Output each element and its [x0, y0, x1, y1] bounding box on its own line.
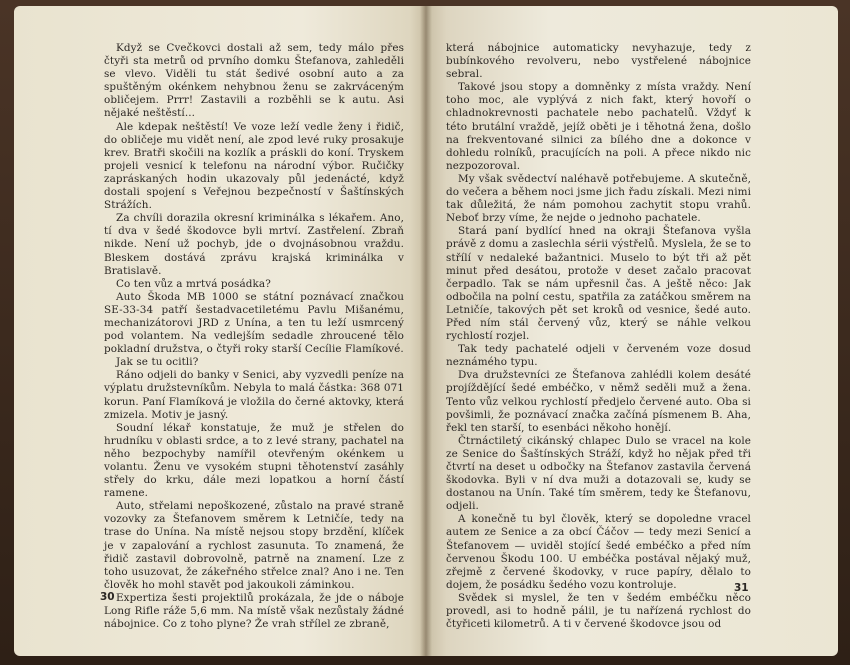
- paragraph: Co ten vůz a mrtvá posádka?: [116, 277, 271, 290]
- paragraph: Čtrnáctiletý cikánský chlapec Dulo se vracel na kole ze Senice do Šaštínských Stráží, když ho nějak před tři čtvrtí na deset u odbočky na Štefanov zastavila červená škodovka. Byli v ní dva muži a dotazovali se, kudy se dostanou na Unín. Také tím směrem, tedy ke Štefanovu, odjeli.: [446, 434, 751, 513]
- paragraph: My však svědectví naléhavě potřebujeme. A skutečně, do večera a během noci jsme jich řadu získali. Mezi nimi tak důležitá, že nám pomohou zachytit stopu vrahů. Neboť brzy víme, že nejde o jednoho pachatele.: [446, 172, 751, 225]
- paragraph-continuation: která nábojnice automaticky nevyhazuje, tedy z bubínkového revolveru, nebo vystřelené nábojnice sebral.: [446, 42, 751, 81]
- paragraph: Ale kdepak neštěstí! Ve voze leží vedle ženy i řidič, do obličeje mu vidět není, ale zpod levé ruky prosakuje krev. Bratři skočili na kozlík a práskli do koní. Tryskem projeli vesnicí k telefonu na národní výbor. Ručičky zapráskaných hodin ukazovaly půl jedenácté, když dostali spojení s Veřejnou bezpečností v Šaštínských Strážích.: [104, 120, 404, 212]
- left-page: [14, 6, 426, 656]
- paragraph: Soudní lékař konstatuje, že muž je střelen do hrudníku v oblasti srdce, a to z levé strany, pachatel na něho bezpochyby namířil otevřeným okénkem u volantu. Ženu ve vysokém stupni těhotenství zasáhly střely do krku, dále mezi lopatkou a horní částí ramene.: [104, 421, 404, 500]
- right-page: [426, 6, 838, 656]
- paragraph: Expertiza šesti projektilů prokázala, že jde o náboje Long Rifle ráže 5,6 mm. Na místě však nezůstaly žádné nábojnice. Co z toho plyne? Že vrah střílel ze zbraně,: [104, 591, 404, 631]
- paragraph: Stará paní bydlící hned na okraji Štefanova vyšla právě z domu a zaslechla sérii výstřelů. Myslela, že se to střílí v nedaleké bažantnici. Muselo to být tři až pět minut před desátou, protože v deset začalo pracovat čerpadlo. Tak se nám upřesnil čas. A ještě něco: Jak odbočila na polní cestu, spatřila za zatáčkou směrem na Letničíe, takových pět set kroků od vesnice, šedé auto. Před ním stál červený vůz, který se náhle velkou rychlostí rozjel.: [446, 225, 751, 343]
- paragraph: Svědek si myslel, že ten v šedém embéčku něco provedl, asi to hodně pálil, je tu nařízená rychlost do čtyřiceti kilometrů. A ti v červené škodovce jsou od: [446, 591, 751, 631]
- paragraph: Za chvíli dorazila okresní kriminálka s lékařem. Ano, tí dva v šedé škodovce byli mrtví. Zastřelení. Zbraň nikde. Není už pochyb, jde o dvojnásobnou vraždu. Bleskem dostává zprávu krajská kriminálka v Bratislavě.: [104, 212, 404, 277]
- paragraph: A konečně tu byl člověk, který se dopoledne vracel autem ze Senice a za obcí Čáčov — tedy mezi Senicí a Štefanovem — uviděl stojící šedé embéčko a před ním červenou Škodu 100. U embéčka postával nějaký muž, zřejmě z červené škodovky, v ruce papíry, dělalo to dojem, že posádku šedého vozu kontroluje.: [446, 513, 751, 591]
- paragraph: Dva družstevníci ze Štefanova zahlédli kolem desáté projíždějící šedé embéčko, v němž seděli muž a žena. Tento vůz velkou rychlostí předjelo červené auto. Oba si povšimli, že poznávací značka začíná písmenem B. Aha, řekl ten starší, to esenbáci někoho honějí.: [446, 369, 751, 434]
- paragraph: Takové jsou stopy a domněnky z místa vraždy. Není toho moc, ale vyplývá z nich fakt, který hovoří o chladnokrevnosti pachatele nebo pachatelů. Vždyť k této brutální vraždě, jejíž oběti je i těhotná žena, došlo na frekventované silnici za bílého dne a dokonce v dohledu rolníků, pracujících na poli. A přece nikdo nic nezpozoroval.: [446, 81, 751, 172]
- page-number: 31: [734, 582, 749, 594]
- right-page-text: [446, 42, 751, 631]
- paragraph: Jak se tu ocitli?: [116, 356, 199, 369]
- paragraph: Auto Škoda MB 1000 se státní poznávací značkou SE-33-34 patří šestadvacetiletému Pavlu Mišanému, mechanizátorovi JRD z Unína, a ten tu leží usmrcený pod volantem. Na vedlejším sedadle zhroucené tělo pokladní družstva, o čtyři roky starší Cecílie Flamíkové.: [104, 290, 404, 356]
- paragraph: Ráno odjeli do banky v Senici, aby vyzvedli peníze na výplatu družstevníkům. Nebyla to malá částka: 368 071 korun. Paní Flamíková je vložila do černé aktovky, která zmizela. Motiv je jasný.: [104, 369, 404, 421]
- page-number: 30: [100, 591, 115, 603]
- left-page-text: [104, 42, 404, 631]
- paragraph: Když se Cvečkovci dostali až sem, tedy málo přes čtyři sta metrů od prvního domku Štefanova, zahleděli se vlevo. Viděli tu stát šedivé osobní auto a za spuštěným okénkem nehybnou ženu se zakrváceným obličejem. Prrr! Zastavili a rozběhli se k autu. Asi nějaké neštěstí...: [104, 42, 404, 120]
- paragraph: Auto, střelami nepoškozené, zůstalo na pravé straně vozovky za Štefanovem směrem k Letničíe, tedy na trase do Unína. Na místě nejsou stopy brzdění, klíček je v zapalování a rychlost zasunuta. To znamená, že řidič zastavil dobrovolně, patrně na znamení. Lze z toho usuzovat, že zákeřného střelce znal? Ano i ne. Ten člověk ho mohl stavět pod jakoukoli záminkou.: [104, 500, 404, 591]
- paragraph: Tak tedy pachatelé odjeli v červeném voze dosud neznámého typu.: [446, 343, 751, 369]
- book-gutter: [420, 6, 432, 656]
